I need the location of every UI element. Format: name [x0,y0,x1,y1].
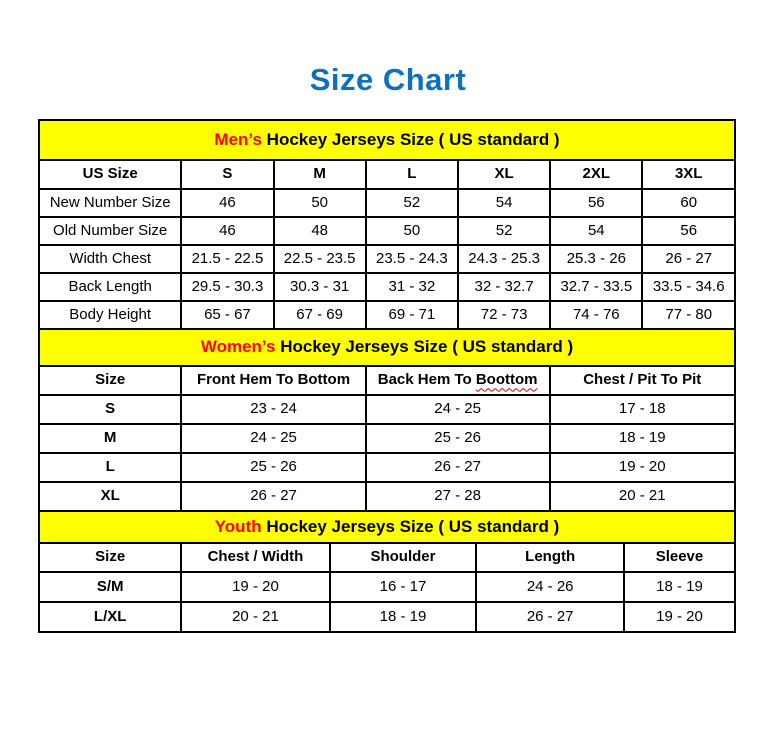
column-header-xl: XL [458,160,550,189]
data-cell: 74 - 76 [550,301,642,329]
row-label: L/XL [39,602,181,632]
row-label: Body Height [39,301,181,329]
data-cell: 56 [550,189,642,217]
data-cell: 26 - 27 [181,482,365,511]
data-cell: 26 - 27 [366,453,550,482]
data-cell: 54 [458,189,550,217]
column-header-length: Length [476,543,624,572]
youth-section-header-row [39,511,735,543]
table-row [39,189,735,217]
column-header-m: M [274,160,366,189]
data-cell: 52 [458,217,550,245]
data-cell: 69 - 71 [366,301,458,329]
back-hem-prefix: Back Hem To [377,371,476,389]
data-cell: 20 - 21 [550,482,736,511]
youth-column-header-row [39,543,735,572]
table-row [39,273,735,301]
data-cell: 26 - 27 [476,602,624,632]
data-cell: 31 - 32 [366,273,458,301]
back-hem-misspelled-word: Boottom [475,371,538,389]
data-cell: 19 - 20 [624,602,735,632]
table-row [39,482,735,511]
youth-section-title: Hockey Jerseys Size ( US standard ) [261,516,560,536]
row-label: Back Length [39,273,181,301]
table-row [39,301,735,329]
men-size-table [38,119,736,330]
men-section-title: Hockey Jerseys Size ( US standard ) [261,129,560,149]
women-section-title: Hockey Jerseys Size ( US standard ) [275,337,574,357]
table-row [39,217,735,245]
data-cell: 20 - 21 [181,602,329,632]
data-cell: 18 - 19 [624,572,735,602]
table-row [39,602,735,632]
data-cell: 21.5 - 22.5 [181,245,273,273]
data-cell: 24 - 25 [181,424,365,453]
data-cell: 24.3 - 25.3 [458,245,550,273]
data-cell: 32 - 32.7 [458,273,550,301]
data-cell: 48 [274,217,366,245]
data-cell: 24 - 26 [476,572,624,602]
data-cell: 16 - 17 [330,572,477,602]
page-title: Size Chart [309,62,467,97]
data-cell: 25 - 26 [181,453,365,482]
data-cell: 33.5 - 34.6 [642,273,735,301]
column-header-3xl: 3XL [642,160,735,189]
row-label: Old Number Size [39,217,181,245]
row-label: Width Chest [39,245,181,273]
data-cell: 46 [181,189,273,217]
column-header-shoulder: Shoulder [330,543,477,572]
men-column-header-row [39,160,735,189]
data-cell: 50 [366,217,458,245]
data-cell: 77 - 80 [642,301,735,329]
youth-section-highlight: Youth [214,516,262,536]
data-cell: 25 - 26 [366,424,550,453]
column-header-size: Size [39,543,181,572]
women-section-highlight: Women’s [200,337,276,357]
table-row [39,453,735,482]
data-cell: 52 [366,189,458,217]
data-cell: 18 - 19 [330,602,477,632]
data-cell: 25.3 - 26 [550,245,642,273]
data-cell: 26 - 27 [642,245,735,273]
data-cell: 60 [642,189,735,217]
row-label: New Number Size [39,189,181,217]
data-cell: 24 - 25 [366,395,550,424]
data-cell: 32.7 - 33.5 [550,273,642,301]
size-chart-page [0,62,776,633]
column-header-chest-pit: Chest / Pit To Pit [550,366,736,395]
data-cell: 65 - 67 [181,301,273,329]
column-header-chest-width: Chest / Width [181,543,329,572]
data-cell: 54 [550,217,642,245]
row-label: L [39,453,181,482]
table-row [39,395,735,424]
women-section-header [39,329,735,366]
column-header-size: Size [39,366,181,395]
data-cell: 50 [274,189,366,217]
row-label: M [39,424,181,453]
column-header-l: L [366,160,458,189]
data-cell: 27 - 28 [366,482,550,511]
table-row [39,424,735,453]
column-header-front-hem: Front Hem To Bottom [181,366,365,395]
women-section-header-row [39,329,735,366]
table-row [39,245,735,273]
women-size-table [38,328,736,512]
column-header-us-size: US Size [39,160,181,189]
men-section-header-row [39,120,735,160]
column-header-2xl: 2XL [550,160,642,189]
men-section-header [39,120,735,160]
row-label: S [39,395,181,424]
data-cell: 23.5 - 24.3 [366,245,458,273]
data-cell: 17 - 18 [550,395,736,424]
row-label: S/M [39,572,181,602]
women-column-header-row [39,366,735,395]
size-chart-tables [38,119,736,633]
column-header-back-hem [366,366,550,395]
column-header-sleeve: Sleeve [624,543,735,572]
data-cell: 67 - 69 [274,301,366,329]
data-cell: 56 [642,217,735,245]
column-header-s: S [181,160,273,189]
men-section-highlight: Men’s [214,129,262,149]
data-cell: 30.3 - 31 [274,273,366,301]
data-cell: 19 - 20 [550,453,736,482]
data-cell: 29.5 - 30.3 [181,273,273,301]
data-cell: 46 [181,217,273,245]
youth-section-header [39,511,735,543]
data-cell: 72 - 73 [458,301,550,329]
table-row [39,572,735,602]
youth-size-table [38,510,736,633]
data-cell: 18 - 19 [550,424,736,453]
data-cell: 22.5 - 23.5 [274,245,366,273]
data-cell: 19 - 20 [181,572,329,602]
row-label: XL [39,482,181,511]
data-cell: 23 - 24 [181,395,365,424]
